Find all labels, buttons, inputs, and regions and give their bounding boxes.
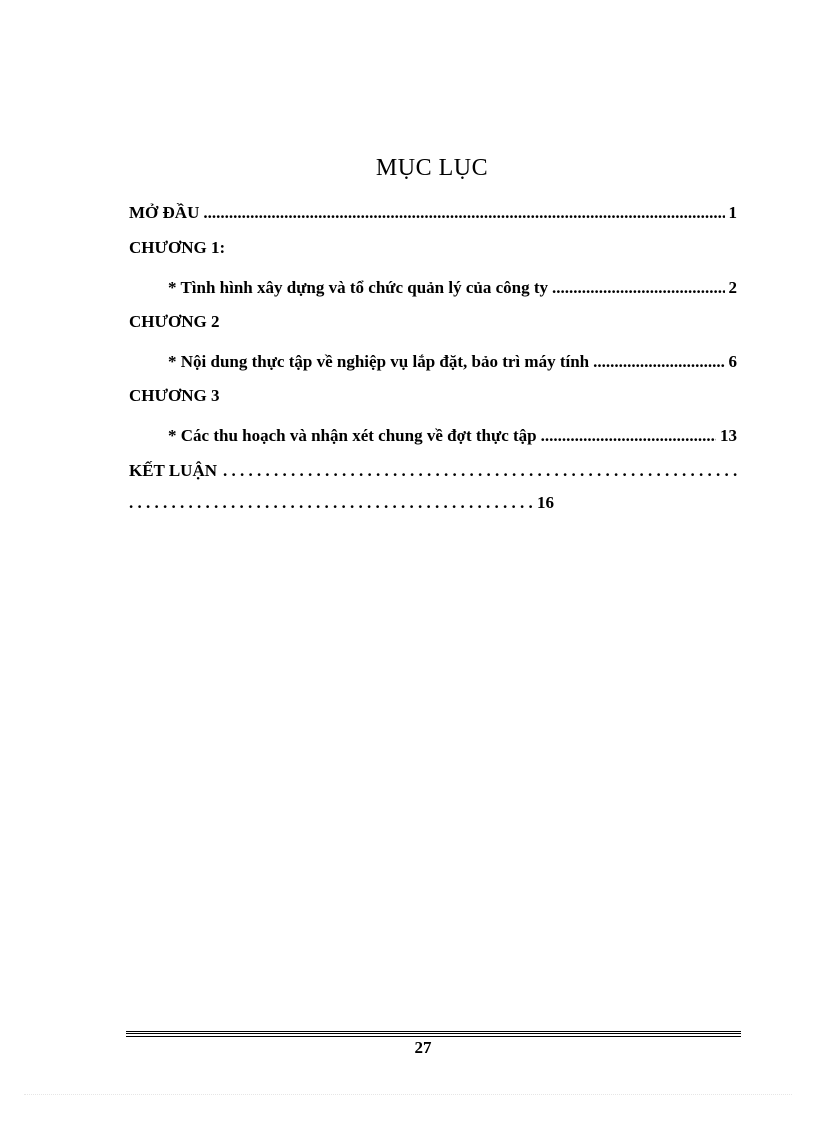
page-number: 27 (414, 1038, 432, 1057)
toc-page-number: 1 (728, 203, 737, 222)
toc-entry-label: * Các thu hoạch và nhận xét chung về đợt thực tập (168, 426, 537, 445)
toc-chapter-2[interactable]: CHƯƠNG 2 (129, 312, 220, 331)
dot-leader (593, 352, 724, 372)
toc-entry-label: MỞ ĐẦU (129, 203, 200, 222)
footer-rule (126, 1031, 741, 1037)
toc-title: MỤC LỤC (375, 155, 489, 181)
dot-leader (541, 426, 716, 446)
toc-entry-conclusion[interactable] (129, 461, 741, 481)
toc-chapter-1[interactable]: CHƯƠNG 1: (129, 238, 226, 257)
toc-page-number: 13 (720, 426, 737, 445)
toc-entry-intro[interactable] (129, 203, 737, 223)
toc-entry-label: * Nội dung thực tập về nghiệp vụ lắp đặt, bảo trì máy tính (168, 352, 590, 371)
toc-chapter-3[interactable]: CHƯƠNG 3 (129, 386, 220, 405)
toc-entry-conclusion-continuation[interactable] (129, 493, 737, 513)
dot-leader (203, 203, 724, 223)
toc-entry-label: * Tình hình xây dựng và tổ chức quản lý của công ty (168, 278, 549, 297)
dot-leader (552, 278, 724, 298)
dot-leader (223, 461, 741, 481)
toc-entry-chapter-3-item[interactable] (168, 426, 737, 446)
toc-page-number: 16 (537, 493, 554, 512)
toc-entry-chapter-2-item[interactable] (168, 352, 737, 372)
toc-entry-label: KẾT LUẬN (129, 461, 218, 480)
toc-entry-chapter-1-item[interactable] (168, 278, 737, 298)
toc-page-number: 6 (728, 352, 737, 371)
dot-leader: . . . . . . . . . . . . . . . . . . . . . . . . . . . . . . . . . . . . . . . . . . . . . . . . (129, 493, 537, 512)
page-edge (24, 1094, 792, 1095)
toc-page-number: 2 (728, 278, 737, 297)
